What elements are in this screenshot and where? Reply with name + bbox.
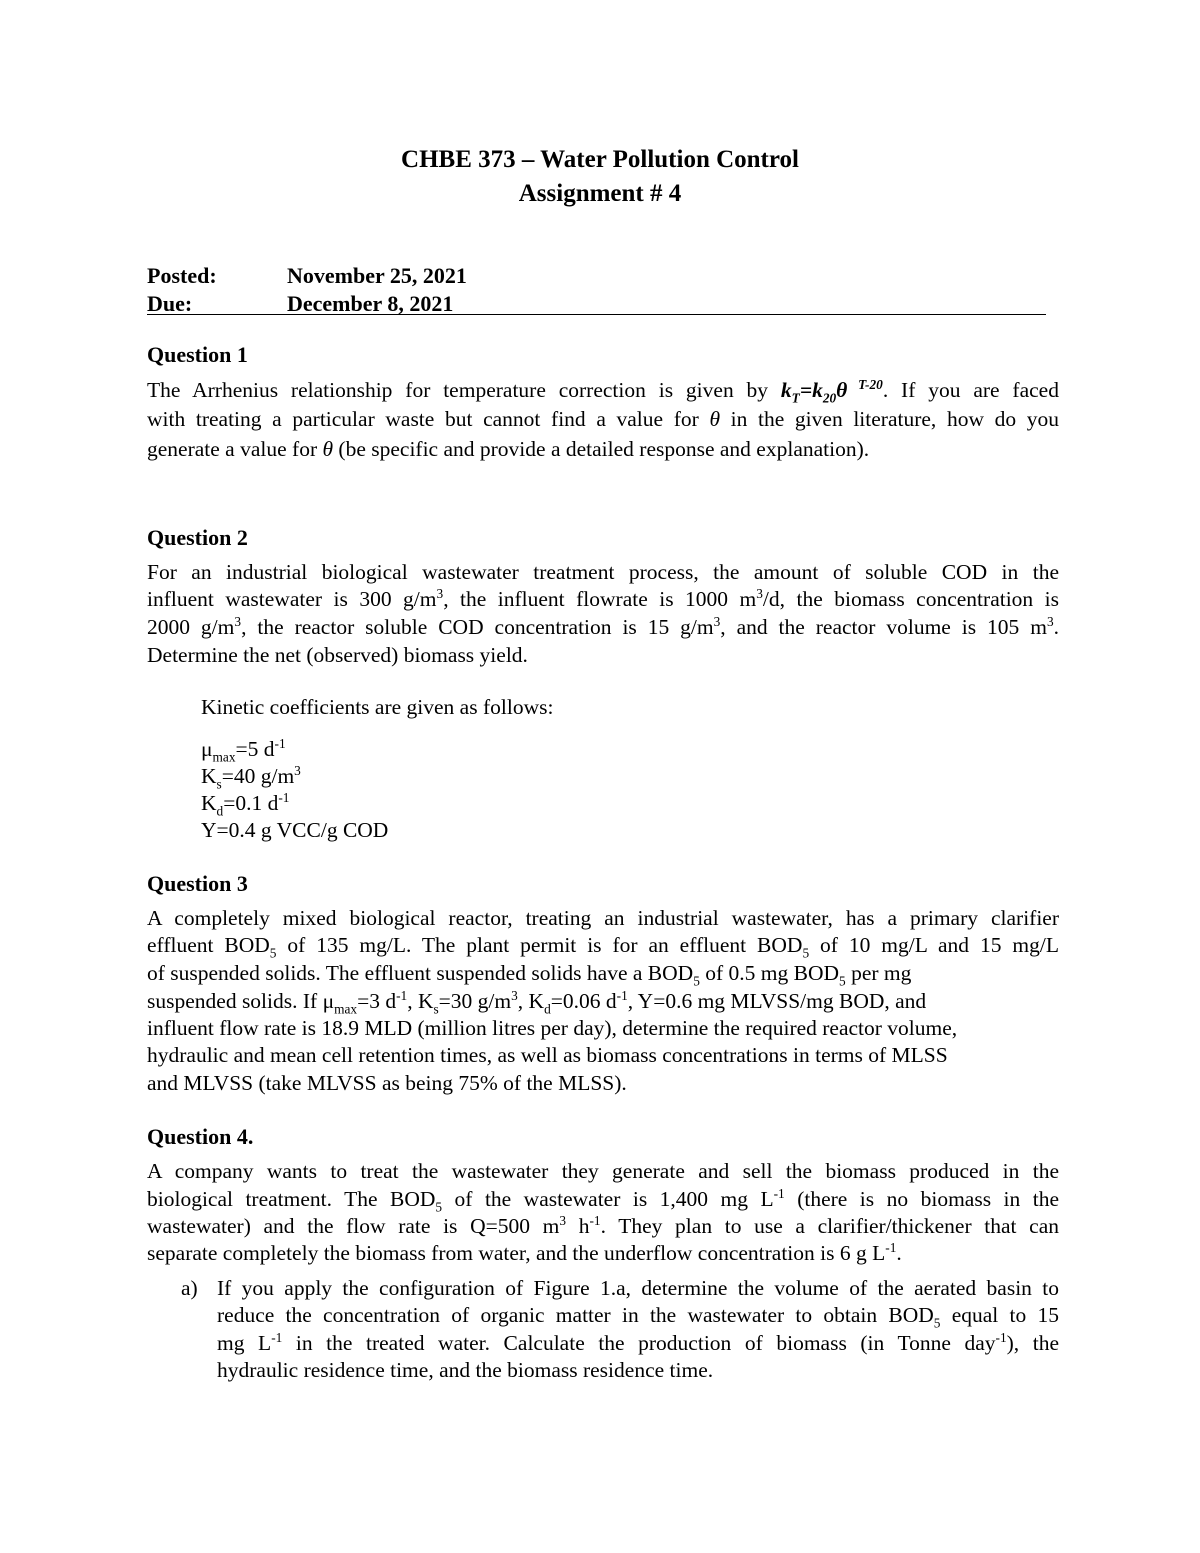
question-3-heading: Question 3 bbox=[147, 871, 248, 896]
question-4-line-2: biological treatment. The $BOD_5$ of the wastewater is 1,400 mg $L^{-1}$ (there is no biomass in the bbox=[147, 1185, 1060, 1215]
question-4-line-3: wastewater) and the flow rate is Q=500 $m^3$ $h^{-1}$. They plan to use a clarifier/thickener that can bbox=[147, 1212, 1060, 1238]
question-3-line-1: A completely mixed biological reactor, treating an industrial wastewater, has a primary clarifier bbox=[147, 906, 1059, 930]
header-divider bbox=[147, 314, 1046, 315]
question-2-heading: Question 2 bbox=[147, 525, 248, 550]
question-2-line-2: influent wastewater is 300 $g/m^3$, the influent flowrate is 1000 $m^3/d$, the biomass concentration is bbox=[147, 585, 1059, 611]
question-2-line-1: For an industrial biological wastewater treatment process, the amount of soluble COD in the bbox=[147, 560, 1059, 584]
question-3-line-3: of suspended solids. The effluent suspended solids have a $BOD_5$ of 0.5 mg $BOD_5$ per mg bbox=[147, 961, 912, 989]
kinetic-y: Y=0.4 g VCC/g COD bbox=[201, 818, 389, 842]
part-a-line-4: hydraulic residence time, and the biomass residence time. bbox=[217, 1358, 714, 1382]
kinetic-ks: $K_s=40$ $g/m^3$ bbox=[201, 762, 301, 792]
question-4-line-1: A company wants to treat the wastewater they generate and sell the biomass produced in the bbox=[147, 1159, 1059, 1183]
posted-date: November 25, 2021 bbox=[287, 263, 467, 288]
kinetic-intro: Kinetic coefficients are given as follows: bbox=[201, 695, 554, 719]
due-label: Due: bbox=[147, 291, 193, 316]
question-3-line-2: effluent $BOD_5$ of 135 mg/L. The plant permit is for an effluent $BOD_5$ of 10 mg/L and 15 mg/L bbox=[147, 933, 1059, 961]
question-2-line-3: 2000 $g/m^3$, the reactor soluble COD concentration is 15 $g/m^3$, and the reactor volume is 105 $m^3$. bbox=[147, 613, 1059, 639]
assignment-number: Assignment # 4 bbox=[518, 180, 682, 207]
part-a-line-2: reduce the concentration of organic matter in the wastewater to obtain $BOD_5$ equal to 15 bbox=[217, 1303, 1059, 1331]
part-a-line-1: If you apply the configuration of Figure 1.a, determine the volume of the aerated basin to bbox=[217, 1276, 1059, 1300]
question-1-line-3: generate a value for θ (be specific and provide a detailed response and explanation). bbox=[147, 437, 870, 461]
question-1-heading: Question 1 bbox=[147, 342, 248, 367]
part-a-line-3: mg $L^{-1}$ in the treated water. Calculate the production of biomass (in Tonne day$^{-1}$), the bbox=[217, 1329, 1059, 1355]
part-a-label: a) bbox=[181, 1276, 198, 1300]
question-3-line-5: influent flow rate is 18.9 MLD (million litres per day), determine the required reactor volume, bbox=[147, 1016, 958, 1040]
question-1-line-2: with treating a particular waste but cannot find a value for θ in the given literature, how do you bbox=[147, 407, 1060, 431]
question-4-heading: Question 4. bbox=[147, 1124, 254, 1149]
question-3-line-6: hydraulic and mean cell retention times, as well as biomass concentrations in terms of MLSS bbox=[147, 1043, 948, 1067]
question-4-line-4: separate completely the biomass from water, and the underflow concentration is 6 g $L^{-1}$. bbox=[147, 1239, 902, 1265]
due-date: December 8, 2021 bbox=[287, 291, 454, 316]
question-3-line-4: suspended solids. If $\mu_{max}=3$ $d^{-1}$, $K_s=30$ $g/m^3$, $K_d=0.06$ $d^{-1}$, Y=0.6 mg MLVSS/mg BOD, and bbox=[147, 987, 927, 1017]
question-1-line-1: The Arrhenius relationship for temperature correction is given by $k_T=k_{20}\theta$ $^{T-20}$. If you are faced bbox=[147, 376, 1059, 406]
question-3-line-7: and MLVSS (take MLVSS as being 75% of the MLSS). bbox=[147, 1071, 627, 1095]
kinetic-mumax: $\mu_{max}=5$ $d^{-1}$ bbox=[201, 735, 286, 765]
document-title: CHBE 373 – Water Pollution Control bbox=[401, 146, 799, 173]
posted-label: Posted: bbox=[147, 263, 217, 288]
kinetic-kd: $K_d=0.1$ $d^{-1}$ bbox=[201, 789, 290, 819]
question-2-line-4: Determine the net (observed) biomass yield. bbox=[147, 643, 528, 667]
